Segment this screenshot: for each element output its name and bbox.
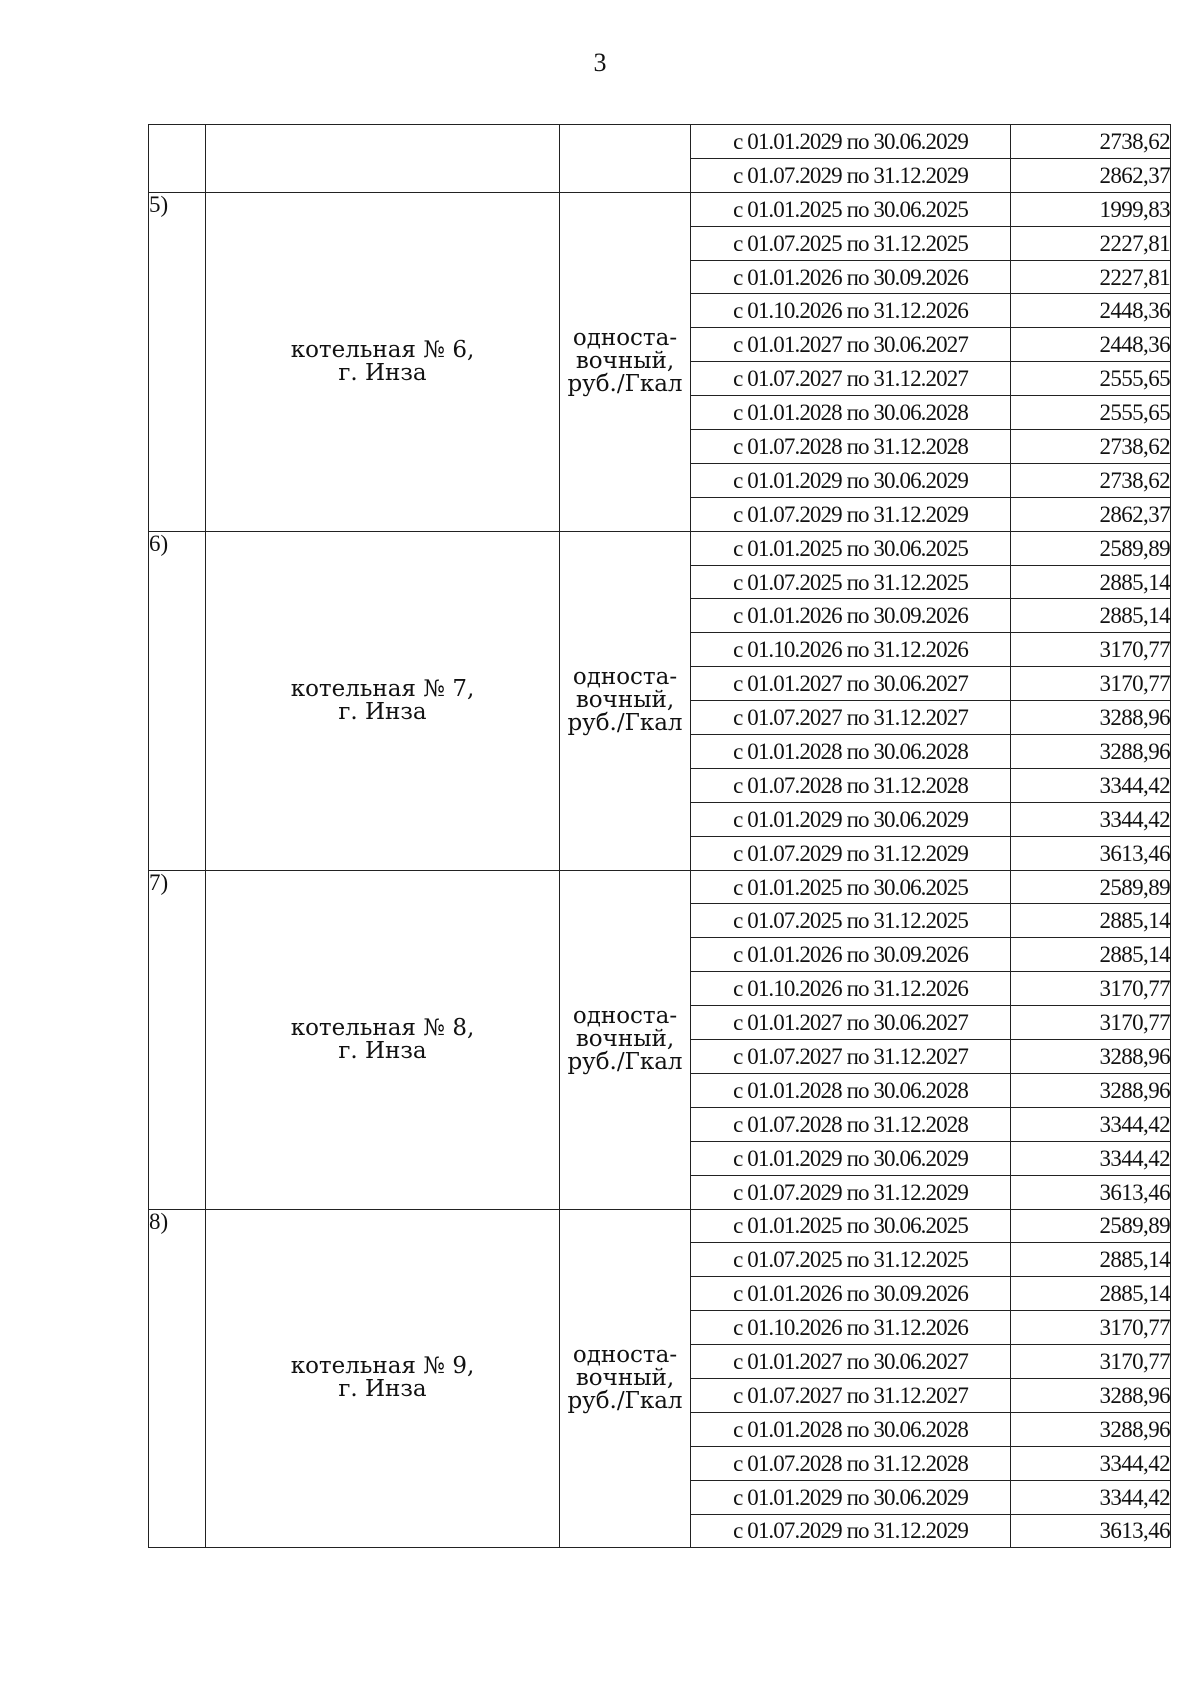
tariff-value-cell: 3288,96: [1011, 1073, 1171, 1107]
tariff-table: [148, 124, 1171, 1548]
tariff-value-cell: 2738,62: [1011, 430, 1171, 464]
period-cell: с 01.01.2027 по 30.06.2027: [691, 328, 1011, 362]
period-cell: с 01.01.2027 по 30.06.2027: [691, 1006, 1011, 1040]
tariff-value-cell: 3288,96: [1011, 735, 1171, 769]
tariff-value-cell: 3344,42: [1011, 1107, 1171, 1141]
period-cell: с 01.01.2026 по 30.09.2026: [691, 938, 1011, 972]
period-cell: с 01.07.2029 по 31.12.2029: [691, 1514, 1011, 1548]
boiler-name-cell: [206, 531, 560, 870]
tariff-value-cell: 2227,81: [1011, 260, 1171, 294]
period-cell: с 01.01.2026 по 30.09.2026: [691, 599, 1011, 633]
tariff-type-line: односта-: [572, 664, 678, 691]
table-row: [149, 531, 1171, 565]
period-cell: с 01.01.2028 по 30.06.2028: [691, 1073, 1011, 1107]
tariff-value-cell: 3344,42: [1011, 802, 1171, 836]
boiler-town: г. Инза: [338, 359, 427, 386]
period-cell: с 01.01.2029 по 30.06.2029: [691, 463, 1011, 497]
tariff-value-cell: 2227,81: [1011, 226, 1171, 260]
period-cell: с 01.07.2028 по 31.12.2028: [691, 768, 1011, 802]
period-cell: с 01.07.2029 по 31.12.2029: [691, 1175, 1011, 1209]
boiler-name-cell: [206, 870, 560, 1209]
period-cell: с 01.01.2025 по 30.06.2025: [691, 192, 1011, 226]
table-row: [149, 192, 1171, 226]
boiler-name: котельная № 9,: [290, 1353, 475, 1380]
tariff-value-cell: 3170,77: [1011, 667, 1171, 701]
boiler-name: котельная № 7,: [290, 675, 475, 702]
period-cell: с 01.01.2026 по 30.09.2026: [691, 1277, 1011, 1311]
tariff-value-cell: 3288,96: [1011, 1040, 1171, 1074]
boiler-name-cell: [206, 1209, 560, 1548]
tariff-value-cell: 3170,77: [1011, 972, 1171, 1006]
period-cell: с 01.01.2029 по 30.06.2029: [691, 125, 1011, 159]
tariff-value-cell: 2738,62: [1011, 125, 1171, 159]
tariff-unit: руб./Гкал: [567, 1049, 683, 1076]
tariff-value-cell: 3344,42: [1011, 1141, 1171, 1175]
tariff-value-cell: 3613,46: [1011, 836, 1171, 870]
period-cell: с 01.10.2026 по 31.12.2026: [691, 294, 1011, 328]
table-row: [149, 870, 1171, 904]
period-cell: с 01.10.2026 по 31.12.2026: [691, 633, 1011, 667]
item-number-cell: 5): [149, 192, 206, 531]
item-number-cell: 8): [149, 1209, 206, 1548]
item-number-cell: 6): [149, 531, 206, 870]
period-cell: с 01.01.2028 по 30.06.2028: [691, 396, 1011, 430]
boiler-town: г. Инза: [338, 1037, 427, 1064]
period-cell: с 01.07.2027 по 31.12.2027: [691, 701, 1011, 735]
tariff-value-cell: 3170,77: [1011, 1311, 1171, 1345]
period-cell: с 01.01.2025 по 30.06.2025: [691, 531, 1011, 565]
boiler-name-cell: [206, 125, 560, 193]
period-cell: с 01.07.2027 по 31.12.2027: [691, 1378, 1011, 1412]
tariff-unit: руб./Гкал: [567, 1387, 683, 1414]
item-number-cell: 7): [149, 870, 206, 1209]
tariff-value-cell: 3344,42: [1011, 1480, 1171, 1514]
tariff-value-cell: 2862,37: [1011, 158, 1171, 192]
tariff-value-cell: 3170,77: [1011, 633, 1171, 667]
tariff-value-cell: 3344,42: [1011, 768, 1171, 802]
tariff-type-line: односта-: [572, 325, 678, 352]
page-number: 3: [593, 48, 607, 77]
tariff-value-cell: 2589,89: [1011, 1209, 1171, 1243]
period-cell: с 01.07.2025 по 31.12.2025: [691, 904, 1011, 938]
tariff-value-cell: 1999,83: [1011, 192, 1171, 226]
item-number-cell: [149, 125, 206, 193]
tariff-type-line: вочный,: [575, 1026, 675, 1053]
tariff-type-cell: [560, 1209, 691, 1548]
table-row: [149, 125, 1171, 159]
period-cell: с 01.07.2029 по 31.12.2029: [691, 497, 1011, 531]
tariff-unit: руб./Гкал: [567, 710, 683, 737]
tariff-type-cell: [560, 125, 691, 193]
period-cell: с 01.07.2028 по 31.12.2028: [691, 1446, 1011, 1480]
boiler-town: г. Инза: [338, 1376, 427, 1403]
tariff-value-cell: 2448,36: [1011, 328, 1171, 362]
period-cell: с 01.01.2027 по 30.06.2027: [691, 667, 1011, 701]
tariff-type-line: вочный,: [575, 1364, 675, 1391]
tariff-value-cell: 2885,14: [1011, 1277, 1171, 1311]
tariff-value-cell: 2885,14: [1011, 599, 1171, 633]
boiler-name-cell: [206, 192, 560, 531]
tariff-value-cell: 2862,37: [1011, 497, 1171, 531]
tariff-type-line: односта-: [572, 1003, 678, 1030]
period-cell: с 01.01.2029 по 30.06.2029: [691, 1141, 1011, 1175]
period-cell: с 01.01.2029 по 30.06.2029: [691, 1480, 1011, 1514]
tariff-unit: руб./Гкал: [567, 371, 683, 398]
tariff-type-cell: [560, 192, 691, 531]
tariff-value-cell: 3170,77: [1011, 1006, 1171, 1040]
tariff-value-cell: 2885,14: [1011, 938, 1171, 972]
tariff-value-cell: 2448,36: [1011, 294, 1171, 328]
tariff-value-cell: 3344,42: [1011, 1446, 1171, 1480]
period-cell: с 01.07.2028 по 31.12.2028: [691, 430, 1011, 464]
period-cell: с 01.01.2028 по 30.06.2028: [691, 1412, 1011, 1446]
period-cell: с 01.01.2029 по 30.06.2029: [691, 802, 1011, 836]
period-cell: с 01.01.2026 по 30.09.2026: [691, 260, 1011, 294]
tariff-value-cell: 3288,96: [1011, 1378, 1171, 1412]
tariff-value-cell: 3613,46: [1011, 1514, 1171, 1548]
tariff-type-line: односта-: [572, 1341, 678, 1368]
tariff-value-cell: 3170,77: [1011, 1345, 1171, 1379]
period-cell: с 01.10.2026 по 31.12.2026: [691, 972, 1011, 1006]
boiler-name: котельная № 8,: [290, 1014, 475, 1041]
tariff-value-cell: 2885,14: [1011, 565, 1171, 599]
period-cell: с 01.07.2027 по 31.12.2027: [691, 362, 1011, 396]
period-cell: с 01.07.2025 по 31.12.2025: [691, 226, 1011, 260]
period-cell: с 01.07.2029 по 31.12.2029: [691, 836, 1011, 870]
tariff-value-cell: 3613,46: [1011, 1175, 1171, 1209]
period-cell: с 01.01.2025 по 30.06.2025: [691, 1209, 1011, 1243]
tariff-value-cell: 2589,89: [1011, 531, 1171, 565]
tariff-value-cell: 2555,65: [1011, 362, 1171, 396]
tariff-value-cell: 2885,14: [1011, 904, 1171, 938]
period-cell: с 01.01.2025 по 30.06.2025: [691, 870, 1011, 904]
tariff-value-cell: 2589,89: [1011, 870, 1171, 904]
period-cell: с 01.01.2028 по 30.06.2028: [691, 735, 1011, 769]
period-cell: с 01.07.2025 по 31.12.2025: [691, 565, 1011, 599]
period-cell: с 01.10.2026 по 31.12.2026: [691, 1311, 1011, 1345]
tariff-type-cell: [560, 531, 691, 870]
period-cell: с 01.07.2029 по 31.12.2029: [691, 158, 1011, 192]
period-cell: с 01.07.2025 по 31.12.2025: [691, 1243, 1011, 1277]
tariff-value-cell: 3288,96: [1011, 1412, 1171, 1446]
tariff-type-line: вочный,: [575, 348, 675, 375]
period-cell: с 01.07.2028 по 31.12.2028: [691, 1107, 1011, 1141]
tariff-value-cell: 3288,96: [1011, 701, 1171, 735]
table-row: [149, 1209, 1171, 1243]
tariff-value-cell: 2555,65: [1011, 396, 1171, 430]
boiler-name: котельная № 6,: [290, 336, 475, 363]
boiler-town: г. Инза: [338, 698, 427, 725]
period-cell: с 01.07.2027 по 31.12.2027: [691, 1040, 1011, 1074]
tariff-value-cell: 2885,14: [1011, 1243, 1171, 1277]
tariff-type-line: вочный,: [575, 687, 675, 714]
tariff-type-cell: [560, 870, 691, 1209]
period-cell: с 01.01.2027 по 30.06.2027: [691, 1345, 1011, 1379]
tariff-value-cell: 2738,62: [1011, 463, 1171, 497]
